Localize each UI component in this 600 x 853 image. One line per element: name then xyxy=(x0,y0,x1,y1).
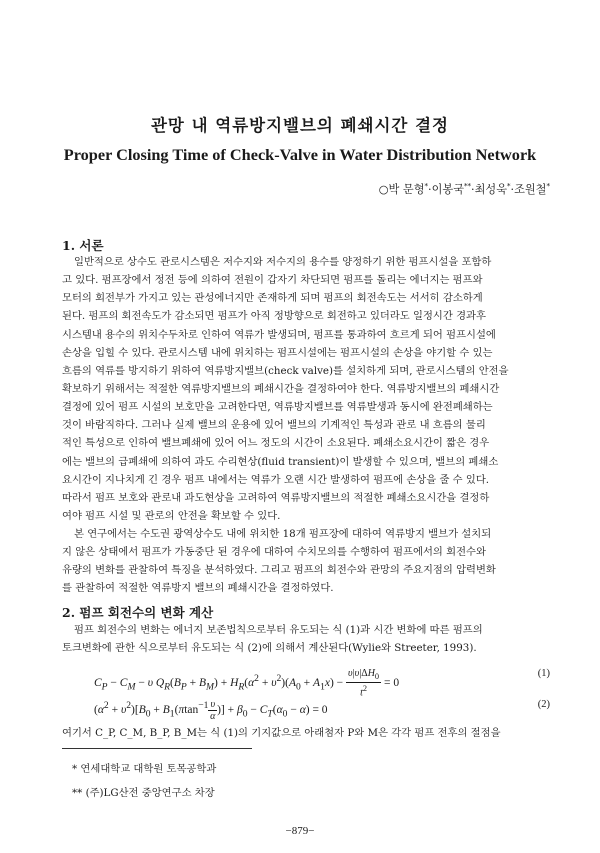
text-line: 것이 바람직하다. 그러나 실제 밸브의 운용에 있어 밸브의 기계적인 특성과 관로 내 흐름의 물리 xyxy=(62,419,486,432)
equation-1: $C_P - C_M - \upsilon$ $Q_R(B_P + B_M) + H_R(\alpha^2 + \upsilon^2)(A_0 + A_1x)$ − $\frac{\upsilon|\upsilon|\Delta H_0}{t^2}$ = 0 (1) xyxy=(94,668,550,699)
text-line: 일반적으로 상수도 관로시스템은 저수지와 저수지의 용수를 양정하기 위한 펌프시설을 포함하 xyxy=(74,256,492,268)
text-line: 손상을 입힐 수 있다. 관로시스템 내에 위치하는 펌프시설에는 펌프시설의 손상을 야기할 수 있는 xyxy=(62,346,493,359)
text-line: 펌프 회전수의 변화는 에너지 보존법칙으로부터 유도되는 식 (1)과 시간 변화에 따른 펌프의 xyxy=(74,624,483,636)
section-heading-pump-speed: 2. 펌프 회전수의 변화 계산 xyxy=(62,605,214,620)
text-line: 흐름의 역류를 방지하기 위하여 역류방지밸브(check valve)를 설치하게 되며, 관로시스템의 안전을 xyxy=(62,364,509,377)
pump-speed-paragraph xyxy=(62,621,550,657)
page-number: −879− xyxy=(285,825,315,837)
text-line: 유량의 변화를 관찰하여 특징을 분석하였다. 그리고 펌프의 회전수와 관망의 주요지점의 압력변화 xyxy=(62,564,496,577)
footnote-1: * 연세대학교 대학원 토목공학과 xyxy=(72,763,217,775)
equation-1-number: (1) xyxy=(537,668,550,679)
paper-title-english: Proper Closing Time of Check-Valve in Water Distribution Network xyxy=(63,145,537,164)
text-line: 를 관찰하여 적절한 역류방지 밸브의 폐쇄시간을 결정하였다. xyxy=(62,582,334,595)
pump-speed-paragraph-continued xyxy=(62,724,550,742)
equation-2-number: (2) xyxy=(537,699,550,710)
text-line: 시스템내 용수의 위치수두차로 인하여 역류가 발생되며, 펌프를 통과하여 흐르게 되어 펌프시설에 xyxy=(62,328,496,341)
text-line: 적인 특성으로 인하여 밸브폐쇄에 있어 어느 정도의 시간이 소요된다. 폐쇄소요시간이 짧은 경우 xyxy=(62,437,490,450)
text-line: 지 않은 상태에서 펌프가 가동중단 된 경우에 대하여 수치모의를 수행하여 펌프에서의 회전수와 xyxy=(62,546,486,559)
text-line: 토크변화에 관한 식으로부터 유도되는 식 (2)에 의해서 계산된다(Wylie와 Streeter, 1993). xyxy=(62,642,477,655)
equation-2: $(\alpha^2 + \upsilon^2)[B_0 + B_1(\pi\tan^{-1}$ $\frac{\upsilon}{\alpha}$ )] + $\beta_0 - C_T(\alpha_0 - \alpha) = 0$ (2) xyxy=(94,699,550,722)
text-line: 요시간이 지나치게 긴 경우 펌프 내에서는 역류가 오랜 시간 발생하여 펌프에 손상을 줄 수 있다. xyxy=(62,473,490,486)
text-line: 고 있다. 펌프장에서 정전 등에 의하여 전원이 갑자기 차단되면 펌프를 돌리는 에너지는 펌프와 xyxy=(62,274,483,287)
text-line: 모터의 회전부가 가지고 있는 관성에너지만 존재하게 되며 펌프의 회전속도는 서서히 감소하게 xyxy=(62,292,483,305)
paper-title-korean: 관망 내 역류방지밸브의 폐쇄시간 결정 xyxy=(150,116,449,135)
text-line: 여야 펌프 시설 및 관로의 안전을 확보할 수 있다. xyxy=(62,509,281,522)
text-line: 본 연구에서는 수도권 광역상수도 내에 위치한 18개 펌프장에 대하여 역류방지 밸브가 설치되 xyxy=(74,528,492,540)
text-line: 확보하기 위해서는 적절한 역류방지밸브의 폐쇄시간을 결정하여야 한다. 역류방지밸브의 폐쇄시간 xyxy=(62,382,500,395)
introduction-paragraph-2 xyxy=(62,525,550,598)
text-line: 따라서 펌프 보호와 관로내 과도현상을 고려하여 역류방지밸브의 적절한 폐쇄소요시간을 결정하 xyxy=(62,491,490,504)
footnote-2: ** (주)LG산전 중앙연구소 차장 xyxy=(72,787,215,799)
footnote-divider xyxy=(62,748,252,749)
text-line: 여기서 C_P, C_M, B_P, B_M는 식 (1)의 기지값으로 아래첨자 P와 M은 각각 펌프 전후의 절점을 xyxy=(62,727,501,739)
text-line: 에는 밸브의 급폐쇄에 의하여 과도 수리현상(fluid transient)이 발생할 수 있으며, 밸브의 폐쇄소 xyxy=(62,455,499,468)
author-list: ○박 문형*·이봉국**·최성욱*·조원철* xyxy=(378,182,550,196)
section-heading-introduction: 1. 서론 xyxy=(62,238,104,253)
introduction-paragraph-1 xyxy=(62,253,550,525)
text-line: 된다. 펌프의 회전속도가 감소되면 펌프가 아직 정방향으로 회전하고 있더라도 일정시간 경과후 xyxy=(62,310,486,323)
text-line: 결정에 있어 펌프 시설의 보호만을 고려한다면, 역류방지밸브를 역류발생과 동시에 완전폐쇄하는 xyxy=(62,401,493,414)
